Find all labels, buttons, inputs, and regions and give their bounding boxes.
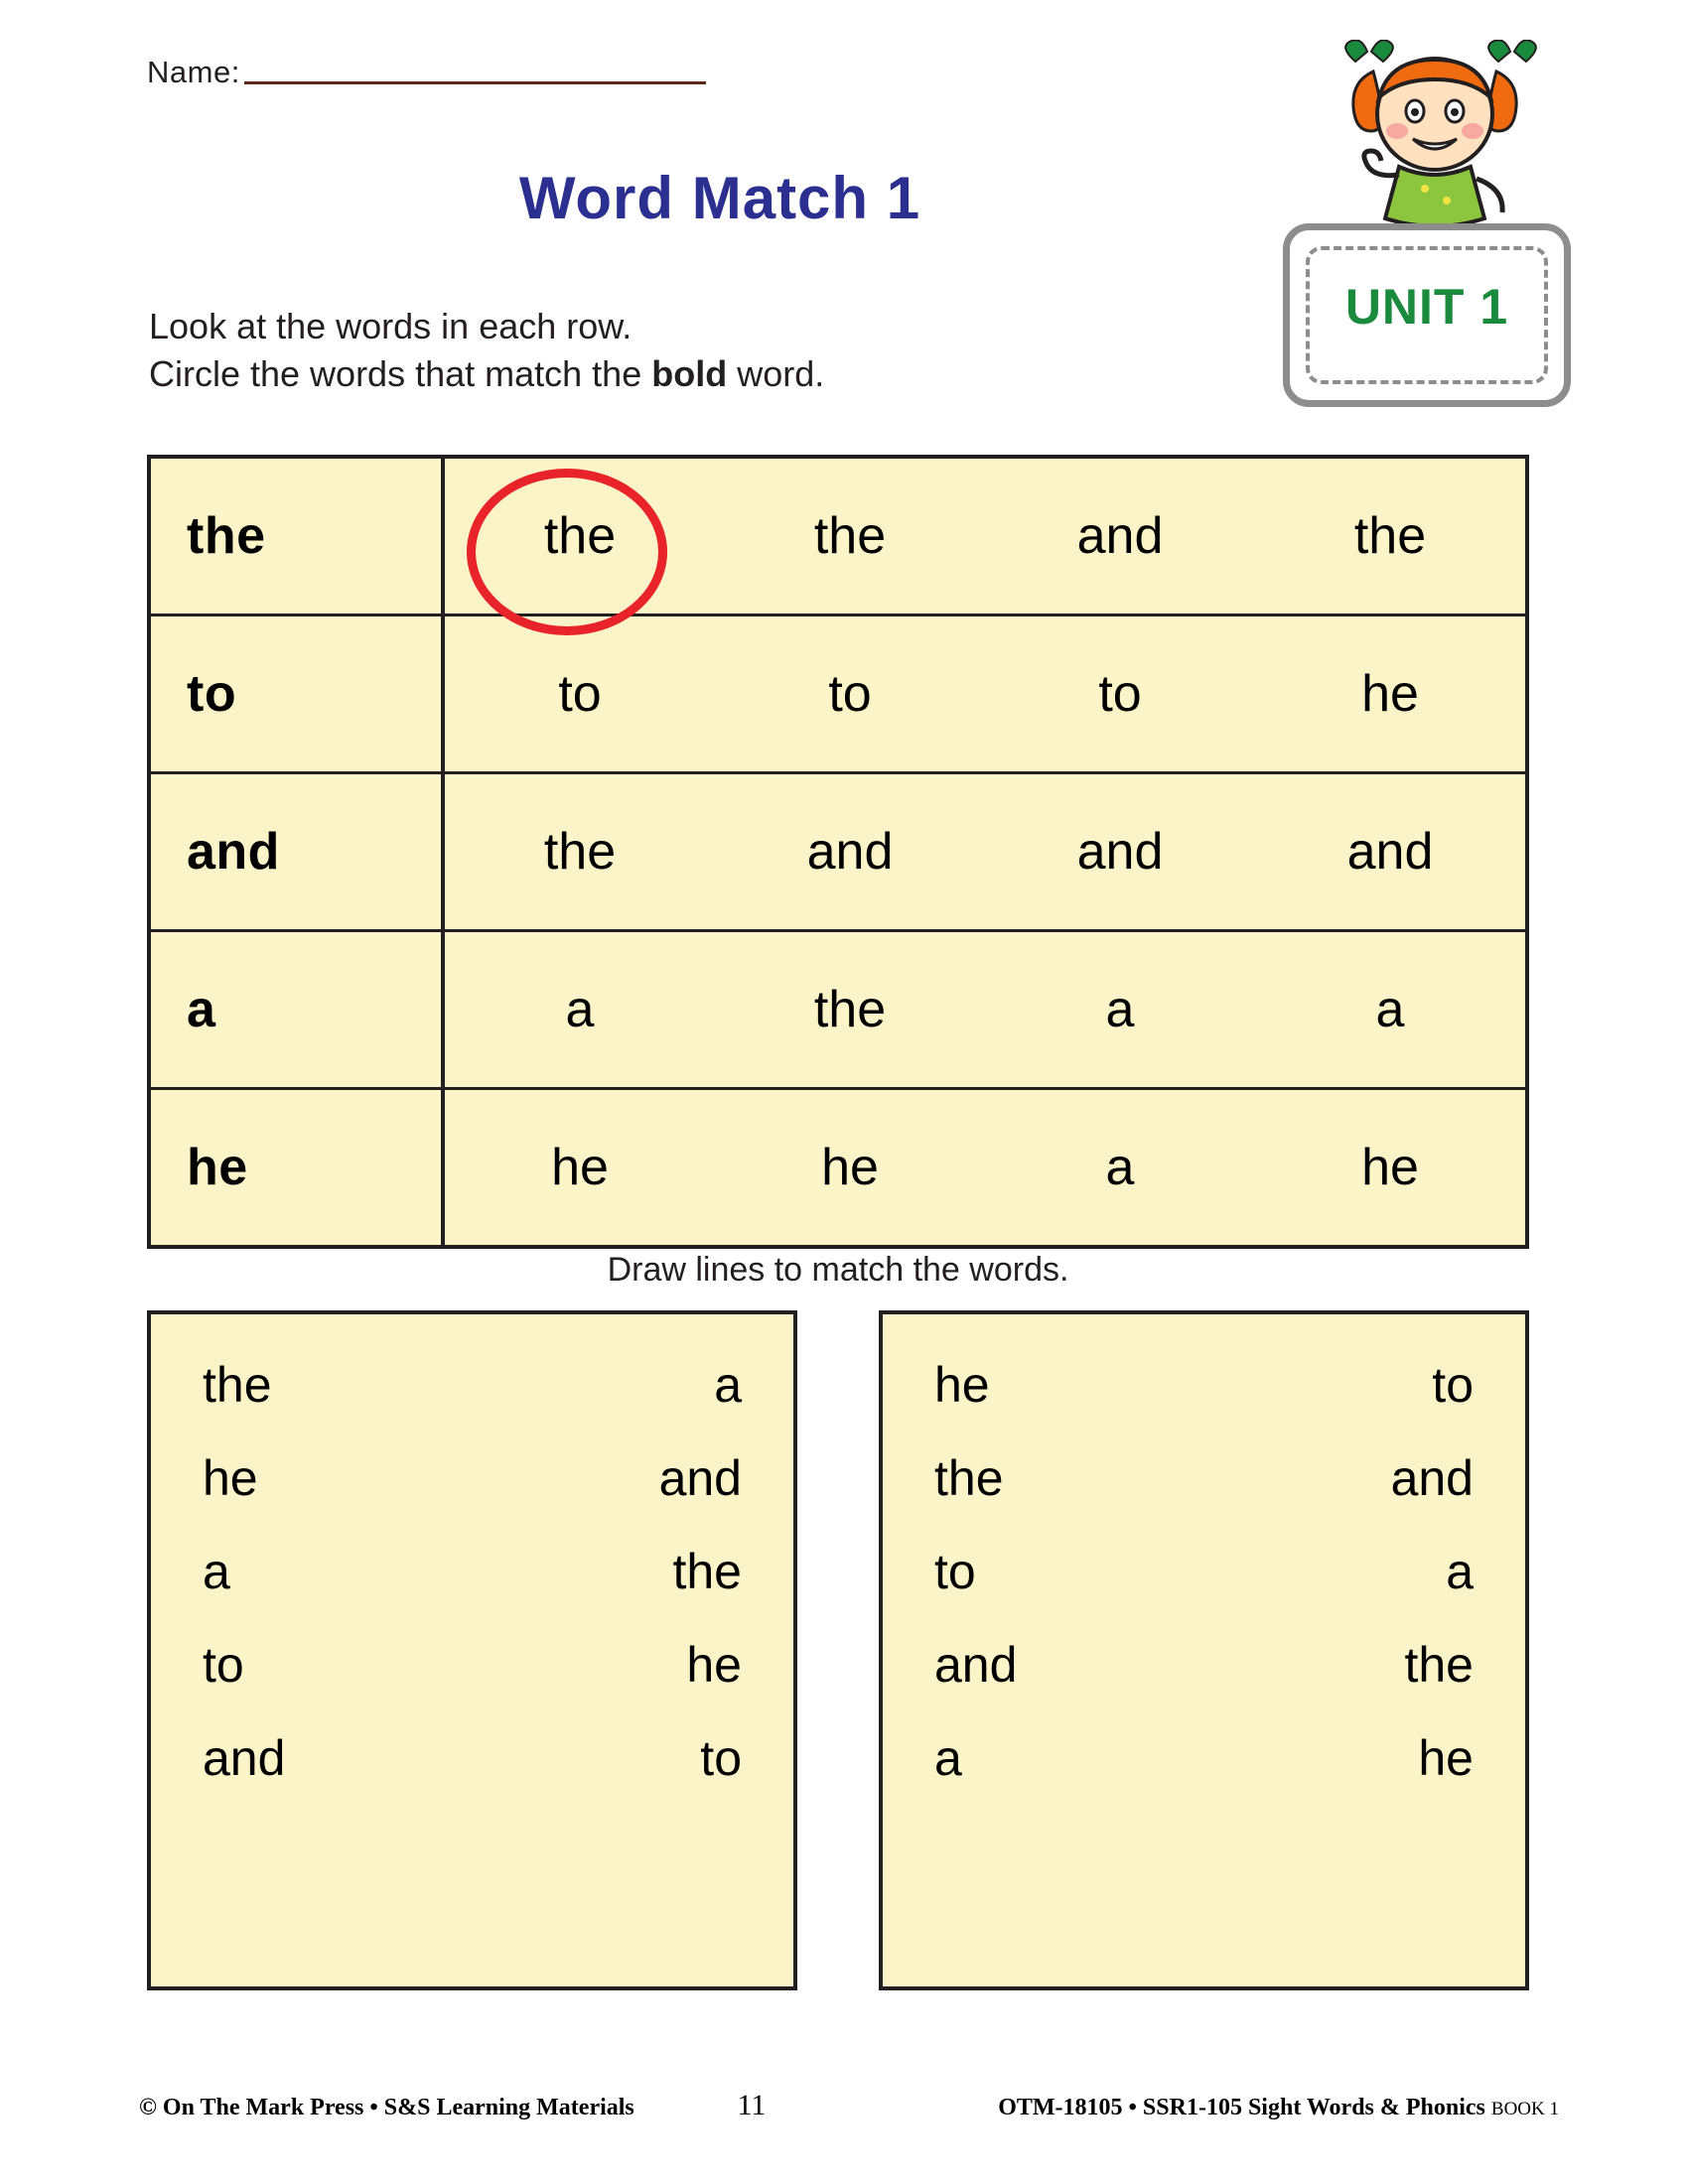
option-cells: [445, 459, 1525, 614]
option-word: the: [543, 507, 617, 565]
instruction-line-2-bold: bold: [651, 352, 728, 394]
option-cell[interactable]: a: [1105, 1139, 1135, 1196]
option-cell[interactable]: the: [813, 507, 887, 565]
match-left-word[interactable]: to: [203, 1637, 244, 1693]
page-footer: [139, 2089, 1559, 2122]
unit-badge-area: [1273, 40, 1571, 427]
cue-word: to: [151, 616, 445, 771]
unit-label: UNIT 1: [1344, 279, 1509, 335]
cue-word: he: [151, 1090, 445, 1245]
list-item: [934, 1636, 1474, 1694]
instruction-line-2-pre: Circle the words that match the: [149, 352, 652, 394]
option-cell[interactable]: the: [1353, 507, 1427, 565]
footer-book-label: BOOK 1: [1490, 2099, 1559, 2119]
name-label: Name:: [147, 55, 240, 89]
list-item: [934, 1543, 1474, 1600]
table-row: [151, 1090, 1525, 1245]
instructions: [149, 303, 824, 397]
option-cell[interactable]: he: [1361, 665, 1419, 723]
match-right-word[interactable]: the: [672, 1544, 742, 1599]
match-left-word[interactable]: the: [203, 1357, 272, 1413]
instruction-line-2: [149, 350, 824, 398]
match-left-word[interactable]: a: [934, 1730, 962, 1786]
match-boxes: [147, 1310, 1529, 1990]
option-cell[interactable]: he: [821, 1139, 879, 1196]
list-item: [934, 1356, 1474, 1414]
name-field-row: [147, 55, 706, 90]
match-right-word[interactable]: and: [658, 1450, 742, 1506]
match-left-word[interactable]: a: [203, 1544, 230, 1599]
match-right-word[interactable]: a: [1446, 1544, 1474, 1599]
name-write-line[interactable]: [244, 81, 706, 84]
match-right-word[interactable]: he: [686, 1637, 742, 1693]
footer-product-info: [998, 2095, 1559, 2121]
list-item: [934, 1729, 1474, 1787]
option-cell[interactable]: and: [1076, 823, 1164, 881]
option-cell[interactable]: to: [828, 665, 872, 723]
option-cell[interactable]: and: [806, 823, 894, 881]
instruction-line-2-post: word.: [727, 352, 825, 394]
option-cells: [445, 1090, 1525, 1245]
option-cell[interactable]: he: [551, 1139, 609, 1196]
footer-product-code: OTM-18105 • SSR1-105: [998, 2095, 1242, 2120]
match-right-word[interactable]: a: [714, 1357, 742, 1413]
cue-word: the: [151, 459, 445, 614]
option-cell[interactable]: the: [813, 981, 887, 1038]
option-cell[interactable]: to: [558, 665, 602, 723]
option-cell[interactable]: he: [1361, 1139, 1419, 1196]
option-cell[interactable]: and: [1346, 823, 1434, 881]
match-right-word[interactable]: and: [1390, 1450, 1474, 1506]
match-right-word[interactable]: he: [1418, 1730, 1474, 1786]
girl-mascot-icon: [1328, 40, 1541, 248]
word-match-grid: [147, 455, 1529, 1249]
list-item: [203, 1543, 742, 1600]
unit-frame: [1283, 223, 1571, 407]
footer-copyright: © On The Mark Press • S&S Learning Materials: [139, 2095, 634, 2120]
list-item: [203, 1636, 742, 1694]
match-left-word[interactable]: and: [203, 1730, 286, 1786]
match-left-word[interactable]: the: [934, 1450, 1004, 1506]
match-box-right[interactable]: [879, 1310, 1529, 1990]
instruction-line-1: Look at the words in each row.: [149, 306, 633, 346]
table-row: [151, 932, 1525, 1090]
option-cell[interactable]: [445, 506, 715, 566]
table-row: [151, 774, 1525, 932]
list-item: [203, 1729, 742, 1787]
option-cell[interactable]: a: [1375, 981, 1405, 1038]
footer-product-title: Sight Words & Phonics: [1247, 2095, 1485, 2120]
list-item: [203, 1356, 742, 1414]
option-cell[interactable]: the: [543, 823, 617, 881]
draw-lines-instruction: Draw lines to match the words.: [607, 1251, 1069, 1289]
option-cell[interactable]: and: [1076, 507, 1164, 565]
list-item: [934, 1449, 1474, 1507]
cue-word: a: [151, 932, 445, 1087]
match-box-left[interactable]: [147, 1310, 797, 1990]
match-right-word[interactable]: to: [700, 1730, 742, 1786]
option-cell[interactable]: to: [1098, 665, 1142, 723]
option-cell[interactable]: a: [1105, 981, 1135, 1038]
page-number: 11: [737, 2089, 767, 2121]
option-cells: [445, 774, 1525, 929]
option-cell[interactable]: a: [565, 981, 595, 1038]
match-left-word[interactable]: he: [203, 1450, 258, 1506]
match-left-word[interactable]: to: [934, 1544, 976, 1599]
option-cells: [445, 932, 1525, 1087]
match-left-word[interactable]: and: [934, 1637, 1018, 1693]
match-left-word[interactable]: he: [934, 1357, 990, 1413]
list-item: [203, 1449, 742, 1507]
table-row: [151, 616, 1525, 774]
cue-word: and: [151, 774, 445, 929]
match-right-word[interactable]: to: [1432, 1357, 1474, 1413]
table-row: [151, 459, 1525, 616]
page-title: Word Match 1: [518, 165, 921, 231]
match-right-word[interactable]: the: [1404, 1637, 1474, 1693]
option-cells: [445, 616, 1525, 771]
